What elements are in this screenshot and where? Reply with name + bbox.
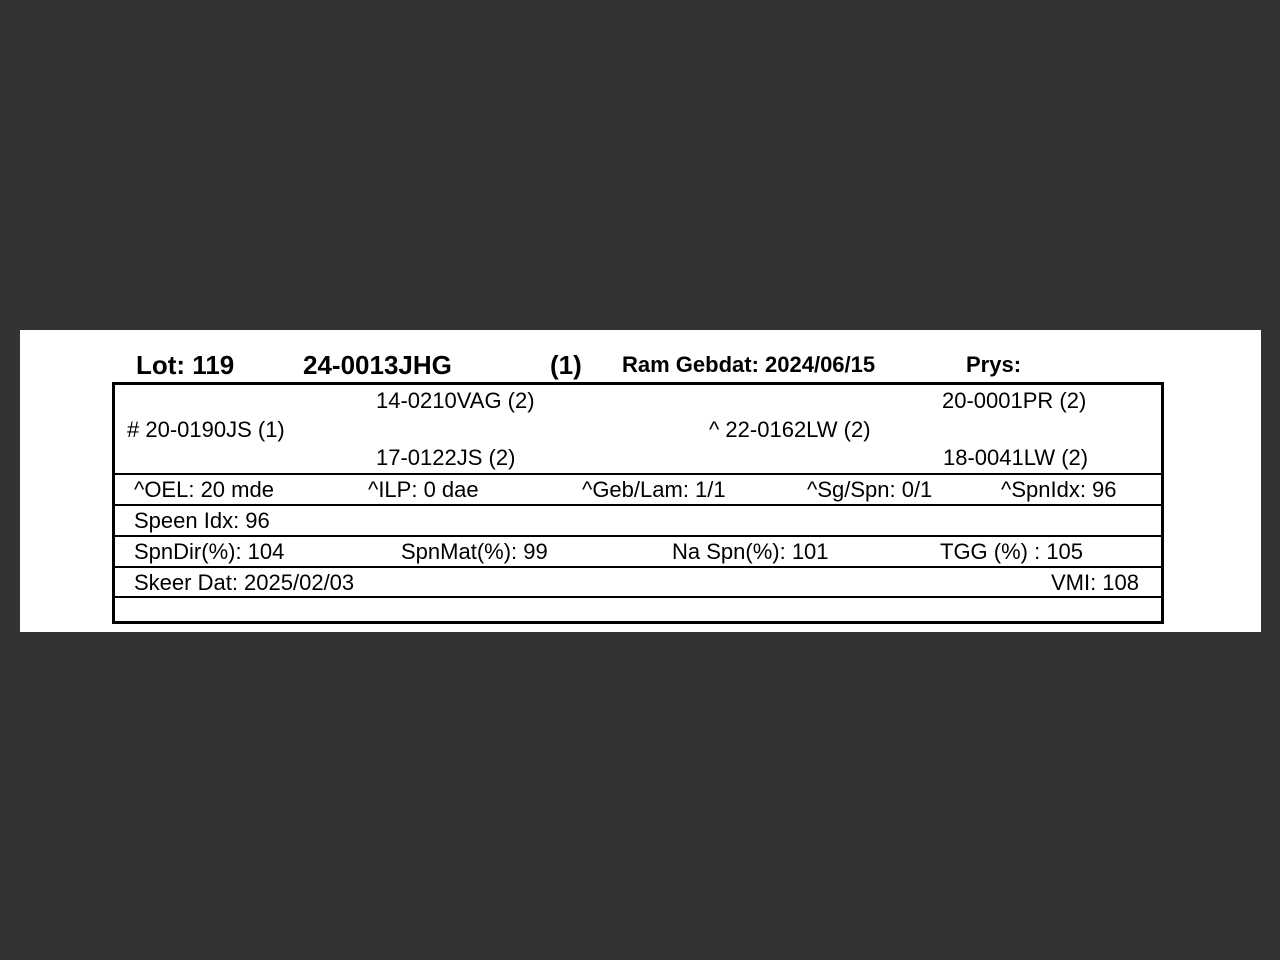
lot-card-sheet	[20, 330, 1261, 632]
stats-row-3	[115, 537, 1161, 568]
sire: # 20-0190JS (1)	[127, 417, 285, 442]
stats-row-2	[115, 506, 1161, 537]
pedigree-row	[115, 385, 1161, 475]
skeer-dat-value: Skeer Dat: 2025/02/03	[134, 570, 355, 595]
dam-sire: 20-0001PR (2)	[942, 388, 1087, 413]
dam-dam: 18-0041LW (2)	[943, 445, 1089, 470]
ilp-value: ^ILP: 0 dae	[368, 477, 479, 502]
spn-mat-value: SpnMat(%): 99	[401, 539, 548, 564]
price-label: Prys:	[966, 352, 1022, 377]
animal-count: (1)	[550, 350, 582, 380]
details-table	[112, 382, 1164, 624]
lot-number: Lot: 119	[136, 350, 235, 380]
oel-value: ^OEL: 20 mde	[134, 477, 274, 502]
animal-id: 24-0013JHG	[303, 350, 452, 380]
na-spn-value: Na Spn(%): 101	[672, 539, 829, 564]
sg-spn-value: ^Sg/Spn: 0/1	[807, 477, 933, 502]
stats-row-1	[115, 475, 1161, 506]
geb-lam-value: ^Geb/Lam: 1/1	[582, 477, 726, 502]
vmi-value: VMI: 108	[1050, 570, 1139, 595]
spn-idx-value: ^SpnIdx: 96	[1001, 477, 1117, 502]
dam: ^ 22-0162LW (2)	[709, 417, 871, 442]
empty-row	[115, 598, 1161, 621]
tgg-value: TGG (%) : 105	[940, 539, 1084, 564]
sire-sire: 14-0210VAG (2)	[376, 388, 535, 413]
lot-header	[20, 348, 1261, 382]
spn-dir-value: SpnDir(%): 104	[134, 539, 285, 564]
sire-dam: 17-0122JS (2)	[376, 445, 516, 470]
ram-birth-date: Ram Gebdat: 2024/06/15	[622, 352, 876, 377]
speen-idx-value: Speen Idx: 96	[134, 508, 270, 533]
stats-row-4	[115, 568, 1161, 598]
